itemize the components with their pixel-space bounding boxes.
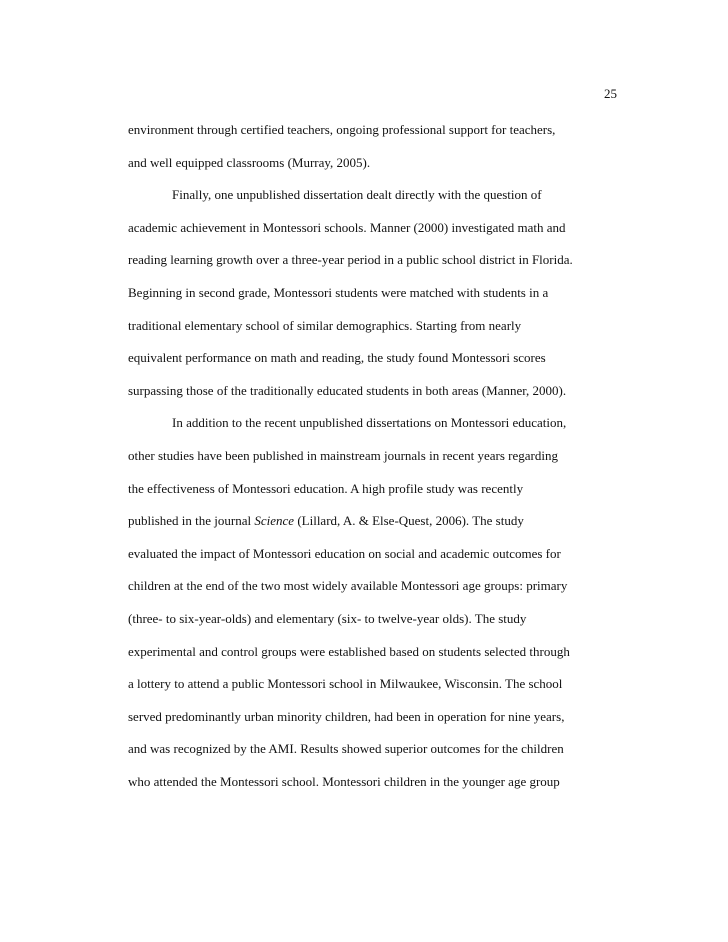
text-line [128,513,628,546]
text-line: Beginning in second grade, Montessori students were matched with students in a [128,284,549,300]
text-line: reading learning growth over a three-year period in a public school district in Florida. [128,252,573,268]
page-number: 25 [604,86,617,101]
paragraph-first-line: In addition to the recent unpublished dissertations on Montessori education, [172,415,567,431]
text-line: and well equipped classrooms (Murray, 2005). [128,154,371,170]
text-line: who attended the Montessori school. Montessori children in the younger age group [128,773,560,789]
text-line: academic achievement in Montessori schools. Manner (2000) investigated math and [128,219,566,235]
text-line: traditional elementary school of similar demographics. Starting from nearly [128,317,522,333]
text-segment: published in the journal [128,513,255,529]
text-line: equivalent performance on math and reading, the study found Montessori scores [128,350,546,366]
text-line: other studies have been published in mainstream journals in recent years regarding [128,447,558,463]
text-line: served predominantly urban minority children, had been in operation for nine years, [128,708,565,724]
text-line: evaluated the impact of Montessori education on social and academic outcomes for [128,545,561,561]
text-segment: (Lillard, A. & Else-Quest, 2006). The study [294,513,524,529]
text-line: experimental and control groups were established based on students selected through [128,643,570,659]
paragraph-first-line: Finally, one unpublished dissertation dealt directly with the question of [172,187,542,203]
text-line: environment through certified teachers, ongoing professional support for teachers, [128,122,556,137]
text-line: children at the end of the two most widely available Montessori age groups: primary [128,578,568,594]
text-line: surpassing those of the traditionally educated students in both areas (Manner, 2000). [128,382,567,398]
text-line: (three- to six-year-olds) and elementary (six- to twelve-year olds). The study [128,610,527,626]
text-line: and was recognized by the AMI. Results showed superior outcomes for the children [128,741,564,757]
body-text [128,122,628,806]
text-line: the effectiveness of Montessori education. A high profile study was recently [128,480,524,496]
journal-title: Science [254,513,295,529]
text-line: a lottery to attend a public Montessori school in Milwaukee, Wisconsin. The school [128,676,563,692]
